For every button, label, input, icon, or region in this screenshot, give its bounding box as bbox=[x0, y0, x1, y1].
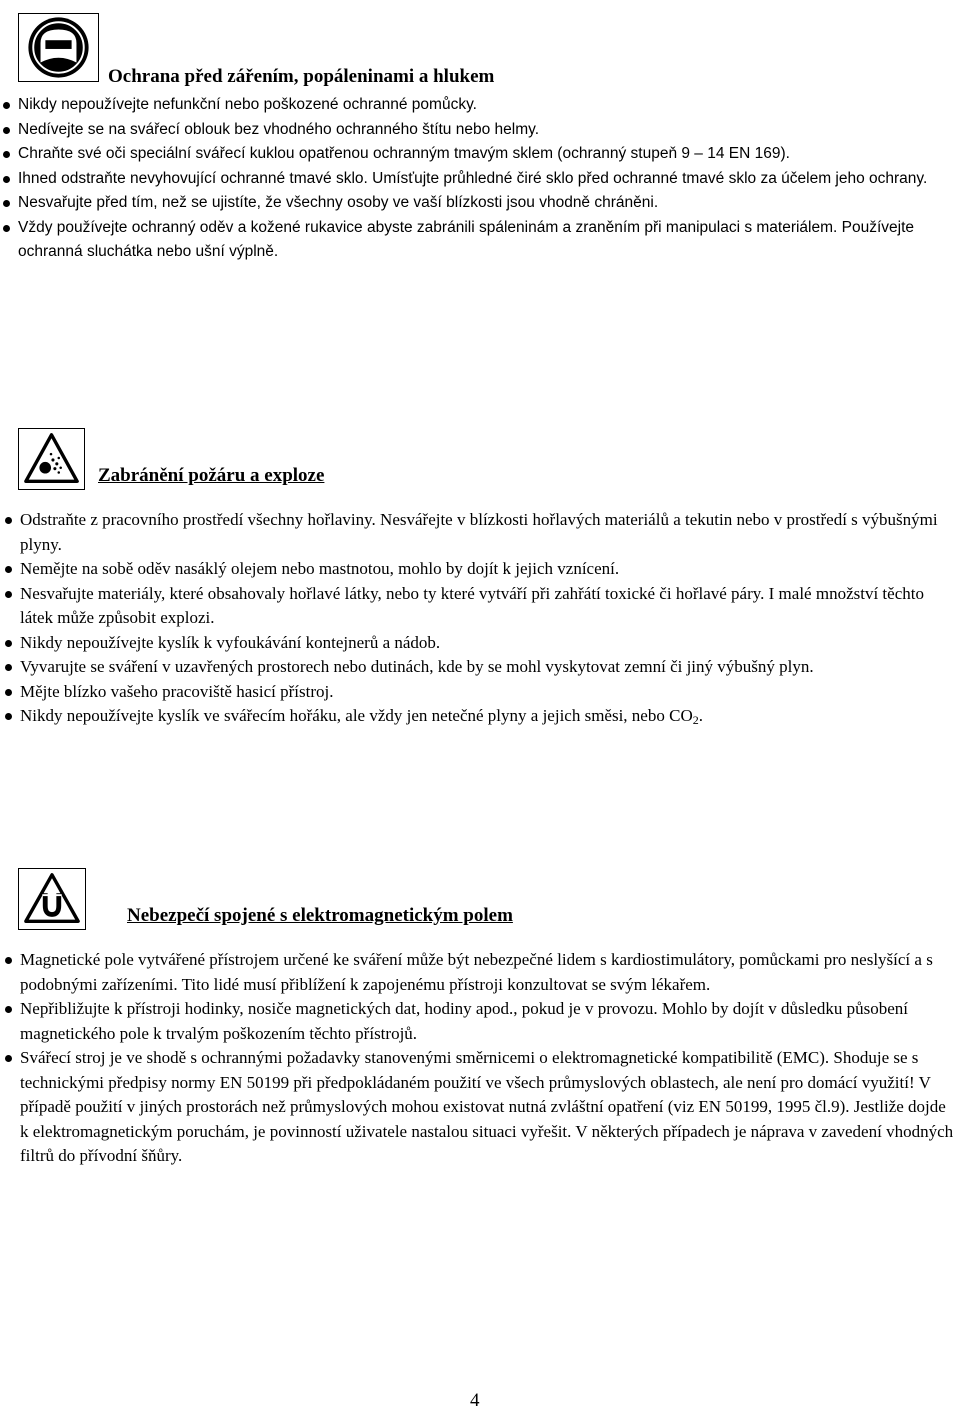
bullet-list bbox=[20, 948, 958, 1169]
list-item: Odstraňte z pracovního prostředí všechny hořlaviny. Nesvářejte v blízkosti hořlavých materiálů a tekutin nebo v prostředí s výbušnými plyny. bbox=[20, 508, 945, 557]
section-heading: Zabránění požáru a exploze bbox=[98, 465, 325, 486]
list-item: Nesvařujte materiály, které obsahovaly hořlavé látky, nebo ty které vytváří při zahřátí toxické či hořlavé páry. I malé množství těchto látek může způsobit explozi. bbox=[20, 582, 945, 631]
list-item-text: Nikdy nepoužívejte kyslík ve svářecím hořáku, ale vždy jen netečné plyny a jejich směsi, nebo CO bbox=[20, 706, 693, 725]
list-item: Magnetické pole vytvářené přístrojem určené ke sváření může být nebezpečné lidem s kardiostimulátory, pomůckami pro neslyšící a s podobnými zařízeními. Tito lidé musí přiblížení k zapojenému přístroji konzultovat se svým lékařem. bbox=[20, 948, 958, 997]
subscript: 2 bbox=[692, 713, 699, 727]
list-item: Nedívejte se na svářecí oblouk bez vhodného ochranného štítu nebo helmy. bbox=[18, 118, 948, 143]
list-item: Nepřibližujte k přístroji hodinky, nosiče magnetických dat, hodiny apod., pokud je v provozu. Mohlo by dojít v důsledku působení magnetického pole k trvalým poškozením těchto přístrojů. bbox=[20, 997, 958, 1046]
list-item bbox=[20, 704, 945, 729]
list-item: Chraňte své oči speciální svářecí kuklou opatřenou ochranným tmavým sklem (ochranný stupeň 9 – 14 EN 169). bbox=[18, 142, 948, 167]
magnetic-field-hazard-icon bbox=[18, 868, 86, 930]
explosive-hazard-icon bbox=[18, 428, 85, 490]
list-item: Vždy používejte ochranný oděv a kožené rukavice abyste zabránili spáleninám a zraněním při manipulaci s materiálem. Používejte ochranná sluchátka nebo ušní výplně. bbox=[18, 216, 948, 265]
welding-helmet-icon bbox=[18, 13, 99, 82]
list-item: Nemějte na sobě oděv nasáklý olejem nebo mastnotou, mohlo by dojít k jejich vznícení. bbox=[20, 557, 945, 582]
list-item: Mějte blízko vašeho pracoviště hasicí přístroj. bbox=[20, 680, 945, 705]
list-item-end: . bbox=[698, 706, 703, 725]
section-heading: Nebezpečí spojené s elektromagnetickým polem bbox=[127, 905, 513, 926]
list-item: Nikdy nepoužívejte kyslík k vyfoukávání kontejnerů a nádob. bbox=[20, 631, 945, 656]
section-heading: Ochrana před zářením, popáleninami a hlukem bbox=[108, 66, 495, 87]
list-item: Vyvarujte se sváření v uzavřených prostorech nebo dutinách, kde by se mohl vyskytovat zemní či jiný výbušný plyn. bbox=[20, 655, 945, 680]
page-number: 4 bbox=[470, 1390, 480, 1411]
list-item: Nikdy nepoužívejte nefunkční nebo poškozené ochranné pomůcky. bbox=[18, 93, 948, 118]
list-item: Nesvařujte před tím, než se ujistíte, že všechny osoby ve vaší blízkosti jsou vhodně chráněni. bbox=[18, 191, 948, 216]
bullet-list bbox=[18, 93, 948, 265]
bullet-list bbox=[20, 508, 945, 729]
list-item: Svářecí stroj je ve shodě s ochrannými požadavky stanovenými směrnicemi o elektromagnetické kompatibilitě (EMC). Shoduje se s technickými předpisy normy EN 50199 při předpokládaném použití ve všech průmyslových oblastech, ale není pro domácí využití! V případě použití v jiných prostorách než průmyslových mohou existovat nutná zvláštní opatření (viz EN 50199, 1995 čl.9). Jestliže dojde k elektromagnetickým poruchám, je povinností uživatele nastalou situaci vyřešit. V některých případech je náprava v zavedení vhodných filtrů do přívodní šňůry. bbox=[20, 1046, 958, 1169]
list-item: Ihned odstraňte nevyhovující ochranné tmavé sklo. Umísťujte průhledné čiré sklo před ochranné tmavé sklo za účelem jeho ochrany. bbox=[18, 167, 948, 192]
